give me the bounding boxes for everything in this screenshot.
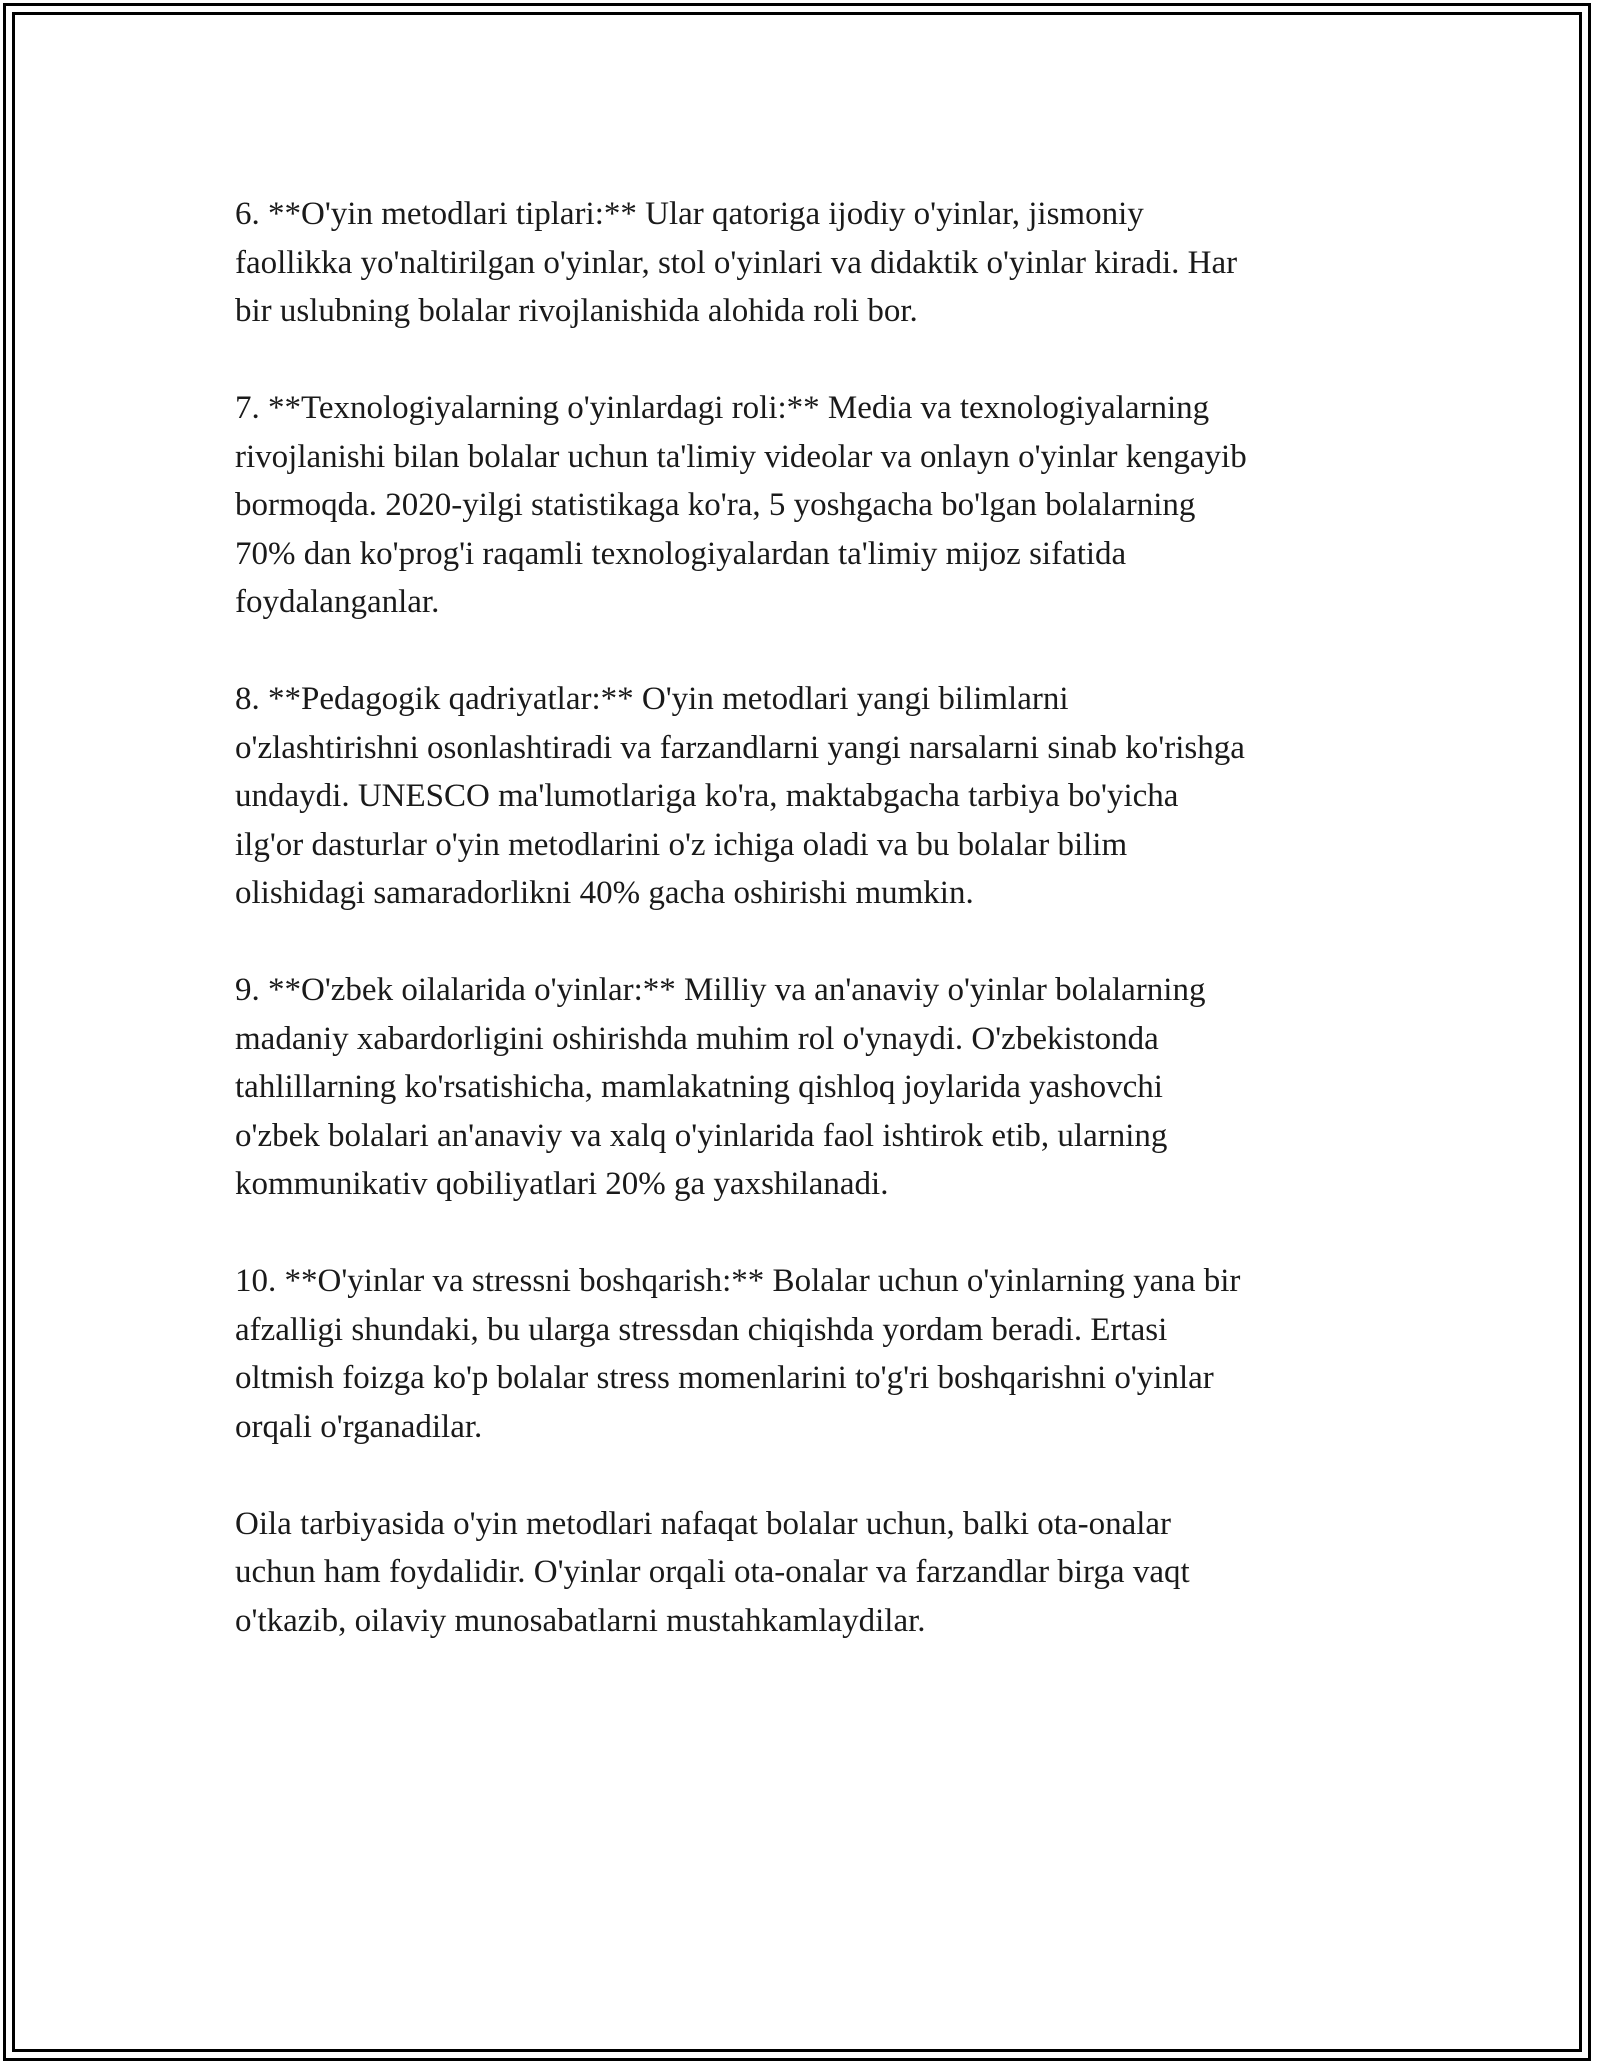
paragraph-conclusion: Oila tarbiyasida o'yin metodlari nafaqat bolalar uchun, balki ota-onalar uchun ham foydalidir. O'yinlar orqali ota-onalar va farzandlar birga vaqt o'tkazib, oilaviy munosabatlarni mustahkamlaydilar. <box>235 1505 1190 1639</box>
paragraph-technology-role: 7. **Texnologiyalarning o'yinlardagi roli:** Media va texnologiyalarning rivojlanishi bilan bolalar uchun ta'limiy videolar va onlayn o'yinlar kengayib bormoqda. 2020-yilgi statistikaga ko'ra, 5 yoshgacha bo'lgan bolalarning 70% dan ko'prog'i raqamli texnologiyalardan ta'limiy mijoz sifatida foydalanganlar. <box>235 390 1247 620</box>
paragraph-pedagogical-values: 8. **Pedagogik qadriyatlar:** O'yin metodlari yangi bilimlarni o'zlashtirishni osonlashtiradi va farzandlarni yangi narsalarni sinab ko'rishga undaydi. UNESCO ma'lumotlariga ko'ra, maktabgacha tarbiya bo'yicha ilg'or dasturlar o'yin metodlarini o'z ichiga oladi va bu bolalar bilim olishidagi samaradorlikni 40% gacha oshirishi mumkin. <box>235 681 1245 911</box>
paragraph-game-method-types: 6. **O'yin metodlari tiplari:** Ular qatoriga ijodiy o'yinlar, jismoniy faollikka yo'naltirilgan o'yinlar, stol o'yinlari va didaktik o'yinlar kiradi. Har bir uslubning bolalar rivojlanishida alohida roli bor. <box>235 196 1238 329</box>
paragraph-stress-management: 10. **O'yinlar va stressni boshqarish:** Bolalar uchun o'yinlarning yana bir afzalligi shundaki, bu ularga stressdan chiqishda yordam beradi. Ertasi oltmish foizga ko'p bolalar stress momenlarini to'g'ri boshqarishni o'yinlar orqali o'rganadilar. <box>235 1263 1241 1445</box>
document-body <box>235 190 1385 1694</box>
paragraph-uzbek-families: 9. **O'zbek oilalarida o'yinlar:** Milliy va an'anaviy o'yinlar bolalarning madaniy xabardorligini oshirishda muhim rol o'ynaydi. O'zbekistonda tahlillarning ko'rsatishicha, mamlakatning qishloq joylarida yashovchi o'zbek bolalari an'anaviy va xalq o'yinlarida faol ishtirok etib, ularning kommunikativ qobiliyatlari 20% ga yaxshilanadi. <box>235 972 1206 1202</box>
